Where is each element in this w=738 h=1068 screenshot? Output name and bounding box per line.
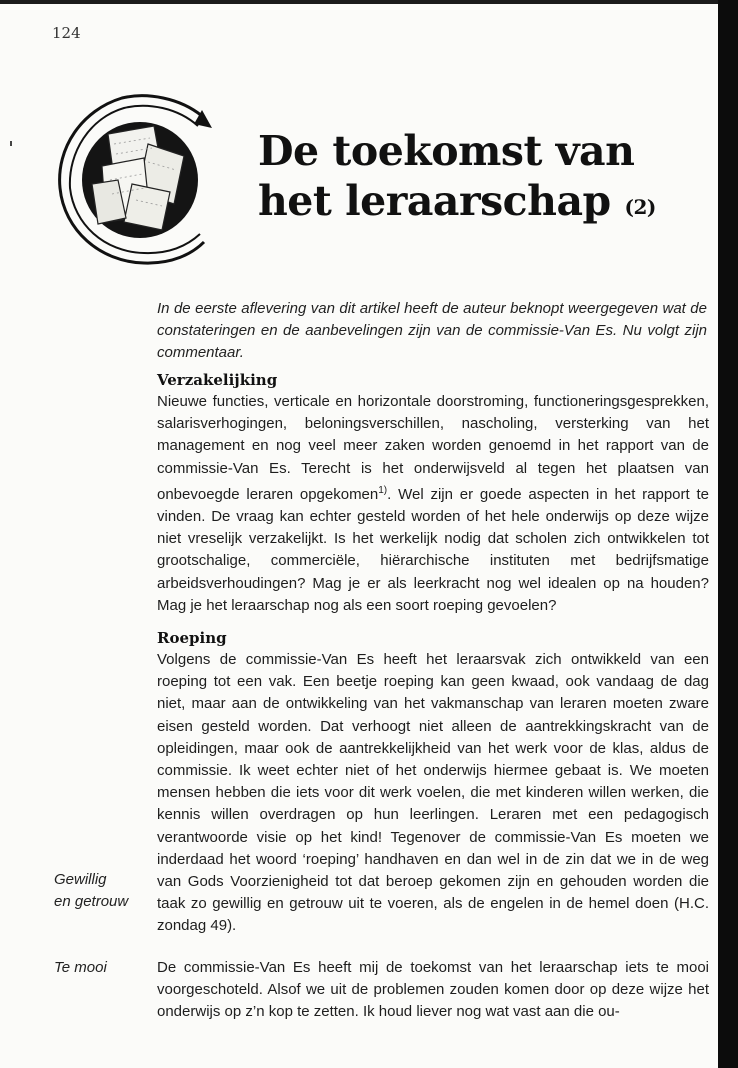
section-heading: Roeping — [157, 629, 227, 647]
paragraph-text-start: Nieuwe functies, verticale en horizontale doorstroming, functioneringsgesprekken, salarisverhogingen, beloningsverschillen, nascholing, versterking van het management en nog veel meer zaken worden genoemd in het rapport van de commissie-Van Es. Terecht is het onderwijsveld al tegen het plaatsen van onbevoegde leraren opgekomen — [157, 393, 709, 503]
page-edge-shadow — [718, 0, 738, 1068]
section-paragraph — [157, 391, 709, 617]
title-line-2-text: het leraarschap — [258, 177, 611, 225]
article-title — [258, 126, 708, 232]
margin-note-gewillig — [54, 869, 150, 913]
article-intro: In de eerste aflevering van dit artikel heeft de auteur beknopt weergegeven wat de constateringen en de aanbevelingen zijn van de commissie-Van Es. Nu volgt zijn commentaar. — [157, 300, 707, 361]
margin-note-line: Gewillig — [54, 871, 107, 888]
section-heading: Verzakelijking — [157, 371, 278, 389]
section-te-mooi — [157, 957, 709, 1024]
section-paragraph: Volgens de commissie-Van Es heeft het leraarsvak zich ontwikkeld van een roeping tot een vak. Een beetje roeping kan geen kwaad, ook vandaag de dag niet, maar aan de ontwikkeling van het vakmanschap van leraren moeten zware eisen gesteld worden. Dat verhoogt niet alleen de aantrekkingskracht van de opleidingen, maar ook de aantrekkelijkheid van het werk voor de klas, aldus de commissie. Ik weet echter niet of het onderwijs hiermee gebaat is. We moeten mensen hebben die iets voor dit werk voelen, die met kinderen willen werken, die kennis willen overdragen op hun leerlingen. Leraren met een pedagogisch verantwoorde visie op het kind! Tegenover de commissie-Van Es moeten we inderdaad het woord ‘roeping’ handhaven en dan wel in de zin dat we in de weg van Gods Voorzienigheid tot dat beroep gekomen zijn en gehouden worden die taak zo gewillig en getrouw uit te voeren, als de engelen in de hemel doen (H.C. zondag 49). — [157, 651, 709, 935]
title-line-1: De toekomst van — [258, 127, 635, 175]
section-paragraph: De commissie-Van Es heeft mij de toekomst van het leraarschap iets te mooi voorgeschoteld. Alsof we uit de problemen zouden komen door op deze wijze het onderwijs op z’n kop te zetten. Ik houd liever nog wat vast aan die ou- — [157, 959, 709, 1021]
page-number: 124 — [52, 24, 81, 42]
section-verzakelijking — [157, 369, 709, 617]
title-part-number: (2) — [624, 195, 656, 219]
margin-note-line: en getrouw — [54, 893, 129, 910]
footnote-reference: 1) — [378, 484, 388, 496]
top-rule — [0, 0, 718, 4]
section-roeping — [157, 627, 709, 938]
margin-note-line: Te mooi — [54, 959, 107, 976]
paragraph-text-end: . Wel zijn er goede aspecten in het rapport te vinden. De vraag kan echter gesteld worden of het hele onderwijs op deze wijze niet vreselijk verzakelijkt. Is het werkelijk nodig dat scholen zich ontwikkelen tot grootschalige, commerciële, hiërarchische instituten met bedrijfsmatige arbeidsverhoudingen? Mag je er als leerkracht nog wel idealen op na houden? Mag je het leraarschap nog als een soort roeping gevoelen? — [157, 485, 709, 614]
title-line-2 — [258, 176, 708, 232]
scan-mark — [10, 141, 12, 146]
margin-note-te-mooi — [54, 957, 150, 979]
series-logo — [52, 88, 222, 266]
